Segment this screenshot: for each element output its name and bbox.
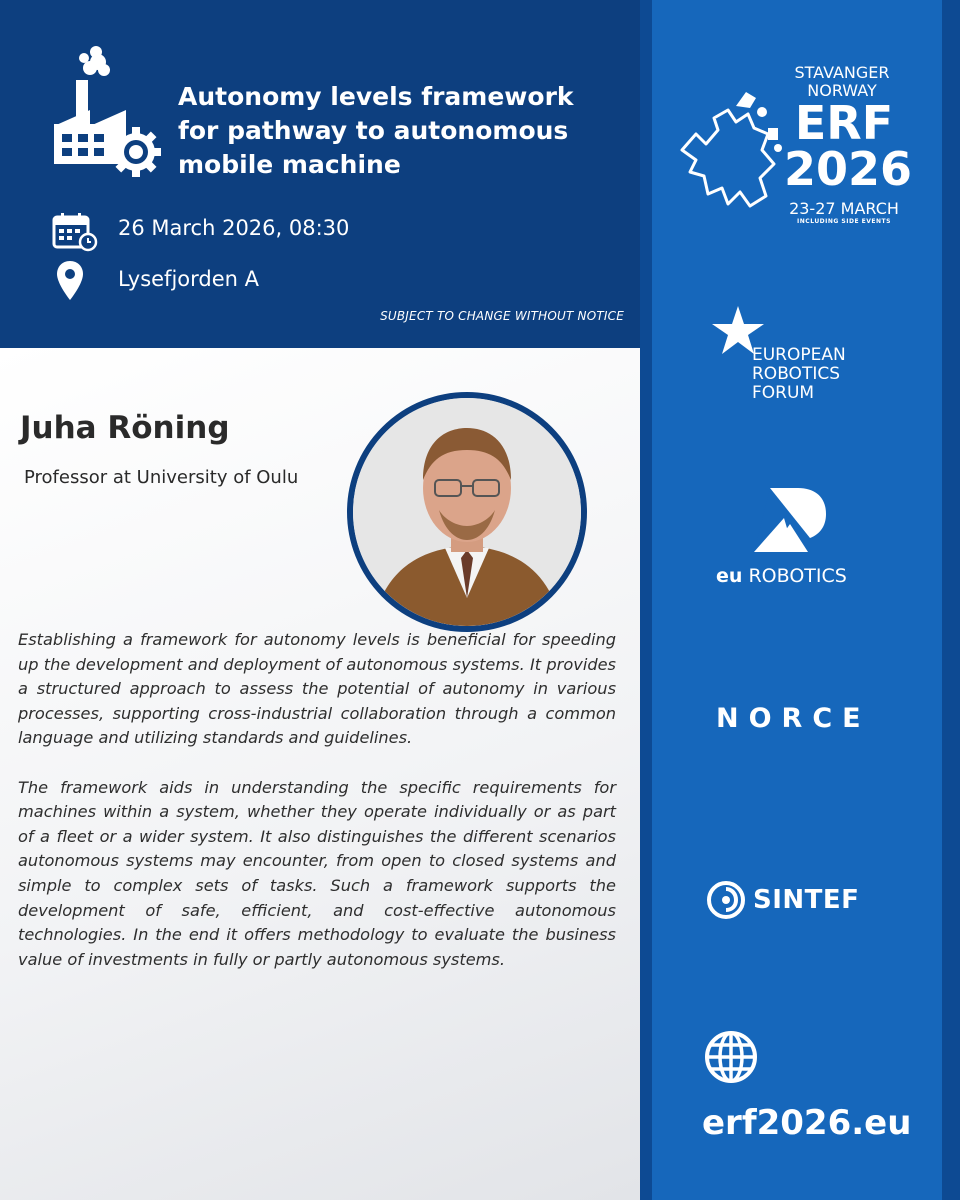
description-paragraph-1: Establishing a framework for autonomy levels is beneficial for speeding up the development and deployment of autonomous systems. It provides a structured approach to assess the potential of autonomy in various processes, supporting cross-industrial collaboration through a common language and utilizing standards and guidelines. xyxy=(18,630,616,748)
eurobotics-logo xyxy=(716,565,847,587)
norce-logo: NORCE xyxy=(716,703,871,734)
erf-city: STAVANGER xyxy=(794,63,890,82)
globe-icon xyxy=(704,1030,758,1084)
session-description xyxy=(18,628,616,972)
session-header xyxy=(0,0,640,348)
description-paragraph-2: The framework aids in understanding the specific requirements for machines within a system, whether they operate individually or as part of a fleet or a wider system. It also distinguishes the different scenarios autonomous systems may encounter, from open to closed systems and simple to complex sets of tasks. Such a framework supports the development of safe, efficient, and cost-effective autonomous technologies. In the end it offers methodology to evaluate the business value of investments in fully or partly autonomous systems. xyxy=(18,777,616,969)
factory-gear-icon xyxy=(48,40,163,180)
erf-name xyxy=(784,96,913,196)
erf-year: 2026 xyxy=(784,142,913,196)
change-notice: SUBJECT TO CHANGE WITHOUT NOTICE xyxy=(380,309,624,323)
eurobotics-word: ROBOTICS xyxy=(748,565,847,587)
session-location: Lysefjorden A xyxy=(118,267,260,291)
euf-line-1: EUROPEAN xyxy=(752,345,846,365)
session-date-time: 26 March 2026, 08:30 xyxy=(118,216,350,240)
erf-country: NORWAY xyxy=(807,81,877,100)
sidebar-stripe-left xyxy=(640,0,652,1200)
eurobotics-eu: eu xyxy=(716,565,743,587)
sintef-swirl-icon xyxy=(706,880,746,920)
euf-line-2: ROBOTICS xyxy=(752,364,840,384)
session-title: Autonomy levels framework for pathway to autonomous mobile machine xyxy=(178,82,574,179)
speaker-section xyxy=(0,348,640,1200)
euf-line-3: FORUM xyxy=(752,383,815,403)
erf-dates: 23-27 MARCH xyxy=(789,199,899,218)
european-robotics-forum-logo xyxy=(752,346,846,403)
erf-location xyxy=(782,64,902,100)
erf-side-events: INCLUDING SIDE EVENTS xyxy=(797,218,891,225)
sponsor-sidebar xyxy=(652,0,942,1200)
sidebar-stripe-right xyxy=(942,0,960,1200)
calendar-icon xyxy=(52,212,98,252)
speaker-role: Professor at University of Oulu xyxy=(24,467,299,488)
website-link[interactable]: erf2026.eu xyxy=(702,1103,912,1143)
location-pin-icon xyxy=(56,260,84,302)
sintef-logo: SINTEF xyxy=(753,885,860,915)
speaker-portrait xyxy=(347,392,587,632)
speaker-name: Juha Röning xyxy=(20,410,230,446)
erf-acronym: ERF xyxy=(794,96,894,150)
eurobotics-mark-icon xyxy=(750,484,830,556)
